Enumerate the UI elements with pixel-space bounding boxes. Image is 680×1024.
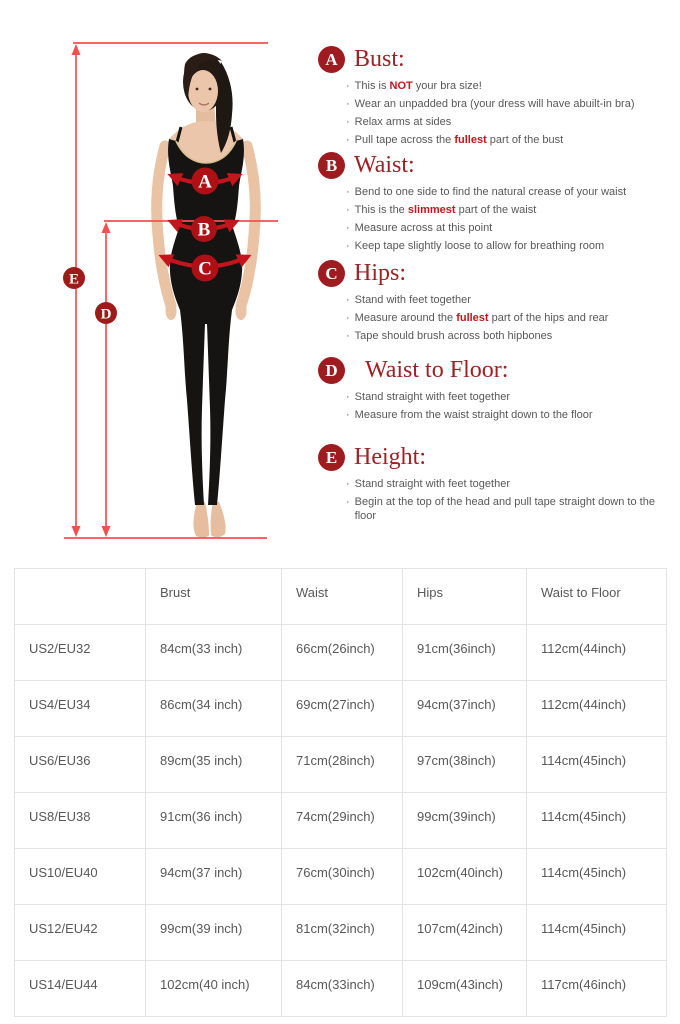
instruction-bullet: · Measure around the fullest part of the hips and rear: [346, 312, 609, 324]
instruction-bullet: · Wear an unpadded bra (your dress will have abuilt-in bra): [346, 98, 635, 110]
instruction-bullet: · Begin at the top of the head and pull tape straight down to the floor: [346, 496, 655, 522]
measurement-cell: 66cm(26inch): [282, 625, 403, 681]
marker-letter: A: [198, 171, 212, 193]
instruction-bullet: · Stand with feet together: [346, 294, 471, 306]
section-badge: B: [318, 152, 345, 179]
size-table-row: [15, 625, 667, 681]
section-title: Hips:: [354, 260, 407, 286]
measurement-cell: 114cm(45inch): [527, 905, 667, 961]
measurement-cell: 71cm(28inch): [282, 737, 403, 793]
instruction-bullet: · Measure from the waist straight down to the floor: [346, 409, 593, 421]
col-header-waist-to-floor: Waist to Floor: [527, 569, 667, 625]
size-label-cell: US8/EU38: [15, 793, 146, 849]
size-table-row: [15, 961, 667, 1017]
measurement-cell: 94cm(37inch): [403, 681, 527, 737]
col-header-bust: Brust: [146, 569, 282, 625]
instruction-section-waist: [318, 152, 670, 257]
instruction-section-bust: [318, 46, 670, 151]
measurement-cell: 74cm(29inch): [282, 793, 403, 849]
section-bullets: [346, 477, 670, 523]
size-label-cell: US2/EU32: [15, 625, 146, 681]
marker-letter: D: [100, 306, 112, 323]
section-title: Waist to Floor:: [365, 357, 509, 383]
measurement-cell: 107cm(42inch): [403, 905, 527, 961]
instruction-bullet: · Stand straight with feet together: [346, 478, 510, 490]
size-table-row: [15, 905, 667, 961]
section-badge: C: [318, 260, 345, 287]
section-bullets: [346, 79, 670, 147]
measurement-cell: 112cm(44inch): [527, 681, 667, 737]
instruction-bullet: · This is NOT your bra size!: [346, 80, 482, 92]
measurement-cell: 69cm(27inch): [282, 681, 403, 737]
measurement-cell: 117cm(46inch): [527, 961, 667, 1017]
size-table-row: [15, 681, 667, 737]
section-badge: A: [318, 46, 345, 73]
measurement-cell: 112cm(44inch): [527, 625, 667, 681]
measurement-cell: 89cm(35 inch): [146, 737, 282, 793]
section-bullets: [346, 185, 670, 253]
section-title: Bust:: [354, 46, 405, 72]
measurement-cell: 91cm(36 inch): [146, 793, 282, 849]
section-bullets: [346, 390, 670, 422]
measurement-cell: 102cm(40 inch): [146, 961, 282, 1017]
section-badge: E: [318, 444, 345, 471]
measurement-cell: 114cm(45inch): [527, 793, 667, 849]
measurement-cell: 114cm(45inch): [527, 737, 667, 793]
size-table-header-row: [15, 569, 667, 625]
size-label-cell: US10/EU40: [15, 849, 146, 905]
measurement-cell: 97cm(38inch): [403, 737, 527, 793]
measurement-cell: 81cm(32inch): [282, 905, 403, 961]
instruction-section-hips: [318, 260, 670, 347]
size-label-cell: US4/EU34: [15, 681, 146, 737]
marker-letter: C: [198, 258, 212, 280]
size-chart-table: [14, 568, 667, 1017]
section-title: Height:: [354, 444, 426, 470]
instruction-bullet: · This is the slimmest part of the waist: [346, 204, 537, 216]
measurement-cell: 76cm(30inch): [282, 849, 403, 905]
size-table-row: [15, 849, 667, 905]
section-heading: [318, 357, 670, 384]
section-bullets: [346, 293, 670, 343]
col-header-size: [15, 569, 146, 625]
measurement-cell: 86cm(34 inch): [146, 681, 282, 737]
section-heading: [318, 46, 670, 73]
col-header-hips: Hips: [403, 569, 527, 625]
instruction-section-height: [318, 444, 670, 527]
size-table-row: [15, 793, 667, 849]
measurement-cell: 102cm(40inch): [403, 849, 527, 905]
section-title: Waist:: [354, 152, 415, 178]
col-header-waist: Waist: [282, 569, 403, 625]
size-label-cell: US6/EU36: [15, 737, 146, 793]
section-badge: D: [318, 357, 345, 384]
marker-letter: B: [197, 219, 211, 241]
measurement-cell: 91cm(36inch): [403, 625, 527, 681]
instruction-bullet: · Bend to one side to find the natural crease of your waist: [346, 186, 627, 198]
instruction-bullet: · Relax arms at sides: [346, 116, 452, 128]
size-label-cell: US14/EU44: [15, 961, 146, 1017]
instruction-bullet: · Pull tape across the fullest part of the bust: [346, 134, 564, 146]
size-table-body: [15, 625, 667, 1017]
section-heading: [318, 444, 670, 471]
marker-letter: E: [68, 271, 80, 288]
size-table-row: [15, 737, 667, 793]
section-heading: [318, 152, 670, 179]
size-label-cell: US12/EU42: [15, 905, 146, 961]
section-heading: [318, 260, 670, 287]
instruction-bullet: · Stand straight with feet together: [346, 391, 510, 403]
measurement-cell: 109cm(43inch): [403, 961, 527, 1017]
measurement-cell: 94cm(37 inch): [146, 849, 282, 905]
measurement-cell: 84cm(33 inch): [146, 625, 282, 681]
instruction-bullet: · Keep tape slightly loose to allow for breathing room: [346, 240, 605, 252]
instruction-bullet: · Tape should brush across both hipbones: [346, 330, 553, 342]
instruction-section-waist-to-floor: [318, 357, 670, 426]
measurement-cell: 84cm(33inch): [282, 961, 403, 1017]
measurement-cell: 114cm(45inch): [527, 849, 667, 905]
instruction-bullet: · Measure across at this point: [346, 222, 493, 234]
measurement-cell: 99cm(39inch): [403, 793, 527, 849]
measurement-cell: 99cm(39 inch): [146, 905, 282, 961]
